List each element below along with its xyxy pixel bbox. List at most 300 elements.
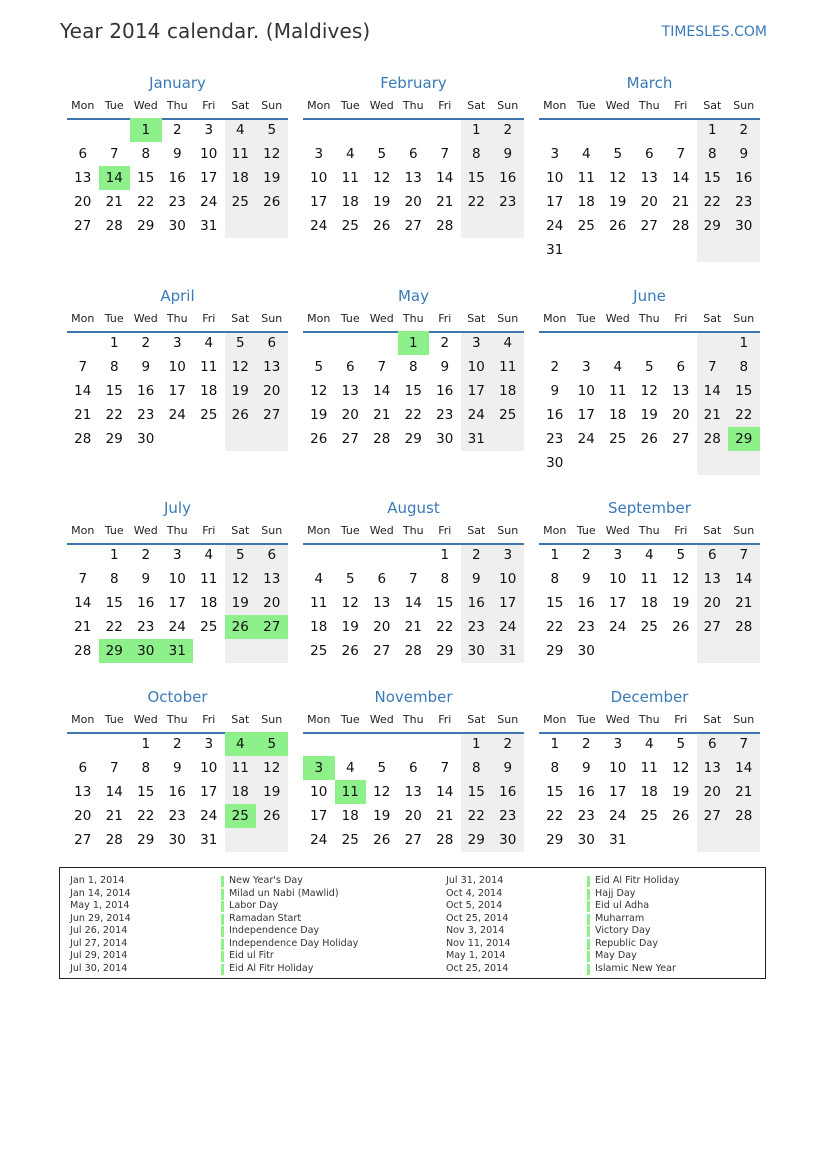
weekday-label: Thu bbox=[638, 312, 660, 325]
weekday-label: Sat bbox=[703, 524, 722, 537]
day-cell: 8 bbox=[109, 359, 119, 375]
day-cell: 5 bbox=[676, 736, 686, 752]
day-cell: 27 bbox=[404, 218, 422, 234]
day-cell: 25 bbox=[609, 431, 627, 447]
day-cell: 29 bbox=[467, 832, 485, 848]
day-cell: 3 bbox=[314, 146, 324, 162]
day-cell: 20 bbox=[341, 407, 359, 423]
page-title: Year 2014 calendar. (Maldives) bbox=[60, 19, 371, 43]
day-cell: 22 bbox=[546, 619, 564, 635]
day-cell: 12 bbox=[263, 760, 281, 776]
day-cell: 18 bbox=[341, 808, 359, 824]
day-cell: 9 bbox=[141, 571, 151, 587]
legend-holiday-name: Victory Day bbox=[587, 925, 679, 938]
day-cell: 9 bbox=[550, 383, 560, 399]
day-cell: 8 bbox=[550, 571, 560, 587]
day-cell: 6 bbox=[345, 359, 355, 375]
weekday-label: Wed bbox=[605, 312, 630, 325]
day-cell: 10 bbox=[546, 170, 564, 186]
day-cell: 16 bbox=[735, 170, 753, 186]
legend-date: Jul 27, 2014 bbox=[70, 937, 128, 949]
day-cell: 25 bbox=[341, 832, 359, 848]
weekday-label: Wed bbox=[133, 524, 158, 537]
day-cell: 16 bbox=[499, 784, 517, 800]
weekday-label: Mon bbox=[543, 524, 567, 537]
day-cell: 18 bbox=[200, 383, 218, 399]
weekday-label: Mon bbox=[543, 312, 567, 325]
day-cell: 28 bbox=[436, 832, 454, 848]
day-cell: 24 bbox=[310, 218, 328, 234]
day-cell: 15 bbox=[467, 784, 485, 800]
legend-holiday-name: Labor Day bbox=[221, 900, 358, 913]
weekday-label: Mon bbox=[543, 713, 567, 726]
weekday-label: Mon bbox=[71, 713, 95, 726]
day-cell: 20 bbox=[404, 194, 422, 210]
legend-holiday-name: Eid ul Fitr bbox=[221, 950, 358, 963]
day-cell: 29 bbox=[137, 218, 155, 234]
day-cell: 26 bbox=[373, 832, 391, 848]
day-cell: 29 bbox=[137, 832, 155, 848]
weekday-label: Tue bbox=[104, 524, 124, 537]
day-cell: 12 bbox=[373, 784, 391, 800]
day-cell: 11 bbox=[609, 383, 627, 399]
legend-date: Jan 14, 2014 bbox=[70, 887, 131, 899]
day-cell: 2 bbox=[471, 547, 481, 563]
day-cell: 7 bbox=[408, 571, 418, 587]
day-cell: 30 bbox=[168, 218, 186, 234]
day-cell: 1 bbox=[707, 122, 717, 138]
day-cell: 15 bbox=[105, 383, 123, 399]
day-cell: 15 bbox=[137, 784, 155, 800]
weekday-label: Sat bbox=[703, 99, 722, 112]
day-cell: 21 bbox=[74, 407, 92, 423]
legend-date: Jul 26, 2014 bbox=[70, 925, 128, 936]
day-cell: 10 bbox=[609, 571, 627, 587]
day-cell: 5 bbox=[676, 547, 686, 563]
day-cell: 24 bbox=[609, 619, 627, 635]
day-cell: 27 bbox=[703, 619, 721, 635]
day-cell: 25 bbox=[341, 218, 359, 234]
day-cell: 23 bbox=[577, 808, 595, 824]
day-cell: 17 bbox=[577, 407, 595, 423]
day-cell: 2 bbox=[581, 736, 591, 752]
weekday-label: Mon bbox=[71, 99, 95, 112]
day-cell: 14 bbox=[735, 760, 753, 776]
day-cell: 12 bbox=[672, 571, 690, 587]
day-cell: 14 bbox=[74, 383, 92, 399]
day-cell: 18 bbox=[499, 383, 517, 399]
day-cell: 18 bbox=[640, 595, 658, 611]
day-cell: 9 bbox=[172, 146, 182, 162]
day-cell: 17 bbox=[200, 784, 218, 800]
day-cell: 21 bbox=[735, 595, 753, 611]
month-title: September bbox=[608, 499, 691, 517]
day-cell: 18 bbox=[231, 784, 249, 800]
day-cell: 26 bbox=[341, 643, 359, 659]
day-cell: 24 bbox=[168, 407, 186, 423]
weekday-label: Thu bbox=[638, 713, 660, 726]
day-cell: 16 bbox=[168, 170, 186, 186]
day-cell: 13 bbox=[404, 784, 422, 800]
weekday-label: Tue bbox=[576, 713, 596, 726]
weekday-label: Tue bbox=[576, 312, 596, 325]
day-cell: 16 bbox=[577, 784, 595, 800]
day-cell: 9 bbox=[503, 146, 513, 162]
holiday-day-cell: 5 bbox=[256, 732, 288, 756]
day-cell: 22 bbox=[137, 194, 155, 210]
day-cell: 19 bbox=[609, 194, 627, 210]
weekday-label: Sat bbox=[467, 99, 486, 112]
day-cell: 31 bbox=[546, 242, 564, 258]
day-cell: 4 bbox=[581, 146, 591, 162]
legend-holiday-name: May Day bbox=[587, 950, 679, 963]
day-cell: 1 bbox=[471, 122, 481, 138]
weekday-label: Wed bbox=[369, 524, 394, 537]
day-cell: 12 bbox=[672, 760, 690, 776]
month-title: December bbox=[610, 688, 689, 706]
weekday-label: Tue bbox=[104, 99, 124, 112]
day-cell: 26 bbox=[263, 808, 281, 824]
day-cell: 23 bbox=[577, 619, 595, 635]
weekday-label: Sun bbox=[497, 99, 519, 112]
day-cell: 4 bbox=[613, 359, 623, 375]
day-cell: 21 bbox=[436, 808, 454, 824]
day-cell: 23 bbox=[546, 431, 564, 447]
day-cell: 28 bbox=[735, 808, 753, 824]
weekday-label: Thu bbox=[638, 99, 660, 112]
day-cell: 22 bbox=[105, 619, 123, 635]
day-cell: 19 bbox=[231, 595, 249, 611]
day-cell: 14 bbox=[735, 571, 753, 587]
legend-holiday-name: Muharram bbox=[587, 913, 679, 926]
weekday-label: Mon bbox=[543, 99, 567, 112]
holiday-day-cell: 11 bbox=[335, 780, 367, 804]
day-cell: 20 bbox=[703, 784, 721, 800]
day-cell: 22 bbox=[735, 407, 753, 423]
legend-date: Jun 29, 2014 bbox=[70, 912, 131, 924]
day-cell: 14 bbox=[672, 170, 690, 186]
day-cell: 24 bbox=[467, 407, 485, 423]
day-cell: 19 bbox=[373, 808, 391, 824]
day-cell: 15 bbox=[546, 595, 564, 611]
day-cell: 12 bbox=[310, 383, 328, 399]
legend-names-column-1 bbox=[221, 875, 358, 975]
legend-holiday-name: Eid ul Adha bbox=[587, 900, 679, 913]
holiday-legend bbox=[59, 867, 766, 979]
day-cell: 1 bbox=[550, 547, 560, 563]
weekday-label: Mon bbox=[307, 312, 331, 325]
legend-date: Jan 1, 2014 bbox=[70, 875, 125, 886]
weekday-label: Sun bbox=[497, 312, 519, 325]
day-cell: 13 bbox=[341, 383, 359, 399]
day-cell: 3 bbox=[172, 547, 182, 563]
weekday-label: Sat bbox=[231, 524, 250, 537]
day-cell: 3 bbox=[550, 146, 560, 162]
month-title: August bbox=[387, 499, 440, 517]
day-cell: 27 bbox=[74, 218, 92, 234]
weekday-label: Sun bbox=[261, 312, 283, 325]
day-cell: 15 bbox=[735, 383, 753, 399]
weekday-label: Sun bbox=[261, 99, 283, 112]
day-cell: 11 bbox=[341, 170, 359, 186]
day-cell: 21 bbox=[105, 808, 123, 824]
weekday-label: Fri bbox=[202, 524, 216, 537]
day-cell: 15 bbox=[546, 784, 564, 800]
weekday-label: Sat bbox=[231, 713, 250, 726]
day-cell: 27 bbox=[640, 218, 658, 234]
day-cell: 15 bbox=[436, 595, 454, 611]
day-cell: 27 bbox=[341, 431, 359, 447]
month-title: January bbox=[149, 74, 206, 92]
day-cell: 1 bbox=[550, 736, 560, 752]
day-cell: 20 bbox=[640, 194, 658, 210]
day-cell: 10 bbox=[577, 383, 595, 399]
weekday-label: Fri bbox=[674, 713, 688, 726]
day-cell: 27 bbox=[263, 407, 281, 423]
day-cell: 29 bbox=[703, 218, 721, 234]
legend-date: Nov 3, 2014 bbox=[446, 925, 505, 936]
day-cell: 19 bbox=[231, 383, 249, 399]
day-cell: 26 bbox=[263, 194, 281, 210]
weekday-label: Tue bbox=[340, 524, 360, 537]
legend-holiday-name: Eid Al Fitr Holiday bbox=[221, 963, 358, 976]
day-cell: 9 bbox=[503, 760, 513, 776]
day-cell: 10 bbox=[168, 571, 186, 587]
weekday-label: Wed bbox=[133, 99, 158, 112]
day-cell: 8 bbox=[408, 359, 418, 375]
day-cell: 6 bbox=[408, 146, 418, 162]
day-cell: 6 bbox=[267, 335, 277, 351]
month-title: June bbox=[633, 287, 666, 305]
day-cell: 25 bbox=[310, 643, 328, 659]
day-cell: 7 bbox=[440, 146, 450, 162]
weekday-label: Thu bbox=[402, 99, 424, 112]
day-cell: 20 bbox=[373, 619, 391, 635]
day-cell: 2 bbox=[503, 122, 513, 138]
legend-holiday-name: Republic Day bbox=[587, 938, 679, 951]
day-cell: 20 bbox=[74, 194, 92, 210]
day-cell: 2 bbox=[581, 547, 591, 563]
weekday-label: Mon bbox=[307, 524, 331, 537]
day-cell: 17 bbox=[609, 784, 627, 800]
weekday-label: Thu bbox=[166, 524, 188, 537]
day-cell: 4 bbox=[345, 146, 355, 162]
day-cell: 25 bbox=[200, 407, 218, 423]
day-cell: 9 bbox=[440, 359, 450, 375]
day-cell: 3 bbox=[613, 736, 623, 752]
day-cell: 6 bbox=[78, 146, 88, 162]
day-cell: 20 bbox=[263, 595, 281, 611]
day-cell: 15 bbox=[703, 170, 721, 186]
day-cell: 27 bbox=[703, 808, 721, 824]
weekday-label: Mon bbox=[307, 713, 331, 726]
weekday-label: Wed bbox=[605, 99, 630, 112]
weekday-label: Tue bbox=[340, 99, 360, 112]
weekday-label: Thu bbox=[402, 312, 424, 325]
weekday-label: Wed bbox=[369, 99, 394, 112]
holiday-day-cell: 31 bbox=[162, 639, 194, 663]
day-cell: 27 bbox=[373, 643, 391, 659]
day-cell: 11 bbox=[577, 170, 595, 186]
day-cell: 30 bbox=[577, 643, 595, 659]
day-cell: 17 bbox=[499, 595, 517, 611]
weekday-label: Thu bbox=[638, 524, 660, 537]
day-cell: 18 bbox=[200, 595, 218, 611]
day-cell: 8 bbox=[440, 571, 450, 587]
day-cell: 1 bbox=[471, 736, 481, 752]
weekday-label: Wed bbox=[133, 312, 158, 325]
day-cell: 16 bbox=[168, 784, 186, 800]
day-cell: 8 bbox=[739, 359, 749, 375]
weekday-label: Fri bbox=[202, 312, 216, 325]
day-cell: 13 bbox=[74, 170, 92, 186]
day-cell: 7 bbox=[377, 359, 387, 375]
day-cell: 11 bbox=[231, 760, 249, 776]
weekday-label: Sun bbox=[733, 713, 755, 726]
legend-holiday-name: Independence Day Holiday bbox=[221, 938, 358, 951]
day-cell: 26 bbox=[672, 619, 690, 635]
month-title: October bbox=[147, 688, 208, 706]
day-cell: 5 bbox=[613, 146, 623, 162]
day-cell: 21 bbox=[74, 619, 92, 635]
weekday-label: Tue bbox=[340, 312, 360, 325]
day-cell: 28 bbox=[105, 832, 123, 848]
day-cell: 18 bbox=[609, 407, 627, 423]
day-cell: 16 bbox=[436, 383, 454, 399]
day-cell: 6 bbox=[78, 760, 88, 776]
day-cell: 20 bbox=[404, 808, 422, 824]
day-cell: 22 bbox=[436, 619, 454, 635]
day-cell: 22 bbox=[546, 808, 564, 824]
day-cell: 31 bbox=[609, 832, 627, 848]
day-cell: 26 bbox=[672, 808, 690, 824]
day-cell: 11 bbox=[200, 571, 218, 587]
day-cell: 23 bbox=[137, 619, 155, 635]
day-cell: 10 bbox=[200, 760, 218, 776]
day-cell: 10 bbox=[310, 784, 328, 800]
day-cell: 3 bbox=[204, 736, 214, 752]
day-cell: 4 bbox=[644, 736, 654, 752]
day-cell: 4 bbox=[644, 547, 654, 563]
day-cell: 20 bbox=[74, 808, 92, 824]
weekday-label: Wed bbox=[369, 713, 394, 726]
month-title: April bbox=[160, 287, 195, 305]
legend-holiday-name: Independence Day bbox=[221, 925, 358, 938]
day-cell: 18 bbox=[640, 784, 658, 800]
day-cell: 17 bbox=[310, 808, 328, 824]
day-cell: 17 bbox=[168, 595, 186, 611]
day-cell: 12 bbox=[640, 383, 658, 399]
weekday-label: Fri bbox=[674, 312, 688, 325]
weekday-label: Fri bbox=[438, 713, 452, 726]
weekday-label: Wed bbox=[369, 312, 394, 325]
weekday-label: Tue bbox=[576, 524, 596, 537]
day-cell: 12 bbox=[373, 170, 391, 186]
day-cell: 28 bbox=[404, 643, 422, 659]
day-cell: 5 bbox=[314, 359, 324, 375]
day-cell: 25 bbox=[231, 194, 249, 210]
weekday-label: Thu bbox=[166, 713, 188, 726]
day-cell: 14 bbox=[703, 383, 721, 399]
site-brand[interactable]: TIMESLES.COM bbox=[661, 24, 767, 40]
day-cell: 9 bbox=[471, 571, 481, 587]
day-cell: 31 bbox=[499, 643, 517, 659]
day-cell: 4 bbox=[204, 547, 214, 563]
legend-holiday-name: Milad un Nabi (Mawlid) bbox=[221, 888, 358, 901]
day-cell: 9 bbox=[581, 760, 591, 776]
day-cell: 8 bbox=[141, 760, 151, 776]
day-cell: 16 bbox=[577, 595, 595, 611]
day-cell: 5 bbox=[235, 547, 245, 563]
day-cell: 1 bbox=[109, 547, 119, 563]
day-cell: 24 bbox=[200, 194, 218, 210]
day-cell: 19 bbox=[263, 170, 281, 186]
day-cell: 1 bbox=[141, 736, 151, 752]
day-cell: 13 bbox=[263, 571, 281, 587]
day-cell: 8 bbox=[471, 146, 481, 162]
weekday-label: Fri bbox=[674, 99, 688, 112]
day-cell: 24 bbox=[546, 218, 564, 234]
holiday-day-cell: 14 bbox=[99, 166, 131, 190]
day-cell: 7 bbox=[109, 146, 119, 162]
day-cell: 13 bbox=[373, 595, 391, 611]
weekday-label: Tue bbox=[576, 99, 596, 112]
day-cell: 25 bbox=[640, 619, 658, 635]
day-cell: 23 bbox=[137, 407, 155, 423]
day-cell: 8 bbox=[550, 760, 560, 776]
day-cell: 22 bbox=[404, 407, 422, 423]
day-cell: 6 bbox=[707, 547, 717, 563]
day-cell: 29 bbox=[546, 832, 564, 848]
day-cell: 23 bbox=[168, 194, 186, 210]
day-cell: 11 bbox=[310, 595, 328, 611]
day-cell: 6 bbox=[377, 571, 387, 587]
day-cell: 18 bbox=[577, 194, 595, 210]
day-cell: 24 bbox=[499, 619, 517, 635]
day-cell: 7 bbox=[739, 736, 749, 752]
month-title: July bbox=[164, 499, 191, 517]
day-cell: 14 bbox=[436, 170, 454, 186]
day-cell: 1 bbox=[739, 335, 749, 351]
day-cell: 18 bbox=[310, 619, 328, 635]
day-cell: 7 bbox=[440, 760, 450, 776]
weekday-label: Mon bbox=[307, 99, 331, 112]
day-cell: 28 bbox=[436, 218, 454, 234]
day-cell: 23 bbox=[436, 407, 454, 423]
day-cell: 30 bbox=[735, 218, 753, 234]
month-title: February bbox=[380, 74, 447, 92]
day-cell: 30 bbox=[577, 832, 595, 848]
day-cell: 10 bbox=[200, 146, 218, 162]
day-cell: 9 bbox=[739, 146, 749, 162]
day-cell: 26 bbox=[310, 431, 328, 447]
day-cell: 31 bbox=[200, 832, 218, 848]
weekday-label: Tue bbox=[340, 713, 360, 726]
day-cell: 12 bbox=[263, 146, 281, 162]
day-cell: 7 bbox=[78, 571, 88, 587]
weekday-label: Tue bbox=[104, 713, 124, 726]
holiday-day-cell: 3 bbox=[303, 756, 335, 780]
legend-holiday-name: Hajj Day bbox=[587, 888, 679, 901]
weekday-label: Sun bbox=[497, 713, 519, 726]
legend-date: May 1, 2014 bbox=[446, 950, 506, 961]
day-cell: 5 bbox=[377, 760, 387, 776]
day-cell: 30 bbox=[137, 431, 155, 447]
day-cell: 7 bbox=[739, 547, 749, 563]
day-cell: 21 bbox=[404, 619, 422, 635]
day-cell: 6 bbox=[267, 547, 277, 563]
day-cell: 13 bbox=[404, 170, 422, 186]
